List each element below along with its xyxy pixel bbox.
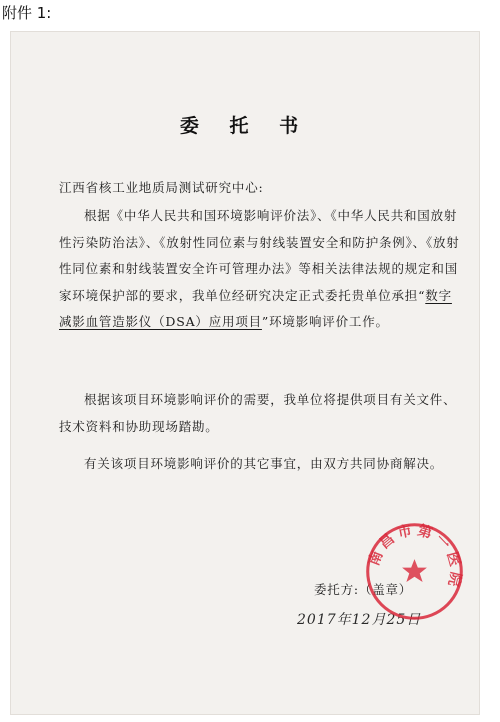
seal-text: 南昌市第一医院 [366,522,464,592]
paragraph-1-text-before: 根据《中华人民共和国环境影响评价法》、《中华人民共和国放射性污染防治法》、《放射性同位素与射线装置安全和防护条例》、《放射性同位素和射线装置安全许可管理办法》等相关法律法规的规定和国家环境保护部的要求，我单位经研究决定正式委托贵单位承担“ [59,208,460,303]
project-name: 数字减影血管造影仪（DSA）应用项目 [59,287,452,329]
official-seal-icon [362,519,467,624]
scanned-page [10,31,480,715]
body-paragraph-2: 根据该项目环境影响评价的需要，我单位将提供项目有关文件、技术资料和协助现场踏勘。 [59,392,457,434]
addressee-line: 江西省核工业地质局测试研究中心: [59,180,264,195]
handwritten-date: 2017年12月25日 [297,612,422,628]
signature-label: 委托方:（盖章） [314,582,413,597]
paragraph-1-text-after: ”环境影响评价工作。 [261,314,389,329]
attachment-label: 附件 1: [2,4,52,22]
seal-star-icon [402,559,427,582]
body-paragraph-1 [59,203,464,336]
body-paragraph-3: 有关该项目环境影响评价的其它事宜，由双方共同协商解决。 [84,456,444,471]
document-title: 委 托 书 [179,115,311,137]
